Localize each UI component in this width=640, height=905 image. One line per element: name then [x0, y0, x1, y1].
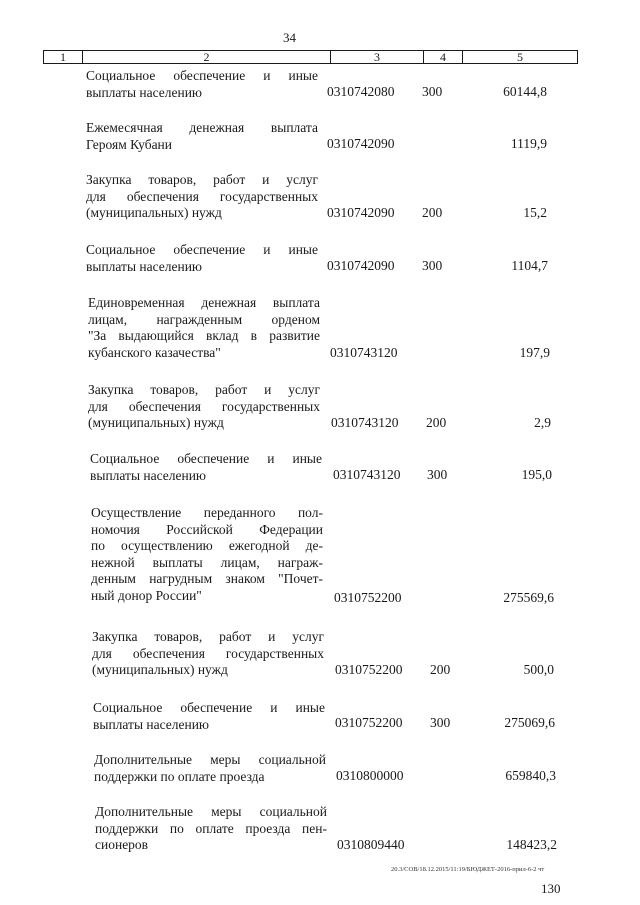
- row-description: [88, 382, 320, 432]
- amount: 275569,6: [503, 590, 554, 605]
- header-col-4: 4: [423, 51, 462, 63]
- row-description: [86, 68, 318, 101]
- amount: 197,9: [519, 345, 550, 360]
- row-description: [90, 451, 322, 484]
- description-line: денным нагрудным знаком "Почет-: [91, 571, 323, 586]
- description-line: Закупка товаров, работ и услуг: [92, 629, 324, 644]
- expense-type: 300: [422, 258, 443, 273]
- description-line: Закупка товаров, работ и услуг: [88, 382, 320, 397]
- target-code: 0310743120: [333, 467, 401, 482]
- description-line: лицам, награжденным орденом: [88, 311, 320, 327]
- document-footer-code: 20.3/СОВ/18.12.2015/11:19/БЮДЖЕТ-2016-прил-6-2 чт: [391, 866, 545, 873]
- target-code: 0310742090: [327, 258, 395, 273]
- description-line: сионеров: [95, 837, 149, 852]
- target-code: 0310742090: [327, 136, 395, 151]
- description-line: по осуществлению ежегодной де-: [91, 538, 323, 553]
- description-line: для обеспечения государственных: [88, 398, 320, 414]
- expense-type: 200: [422, 205, 443, 220]
- expense-type: 300: [422, 84, 443, 99]
- target-code: 0310752200: [335, 662, 403, 677]
- description-line: Социальное обеспечение и иные: [86, 68, 318, 83]
- expense-type: 300: [430, 715, 451, 730]
- amount: 15,2: [523, 205, 547, 220]
- description-line: выплаты населению: [86, 84, 203, 100]
- amount: 1104,7: [511, 258, 548, 273]
- target-code: 0310742080: [327, 84, 395, 99]
- row-description: [93, 700, 325, 733]
- amount: 2,9: [534, 415, 551, 430]
- description-line: (муниципальных) нужд: [86, 205, 222, 220]
- amount: 148423,2: [506, 837, 557, 852]
- description-line: Социальное обеспечение и иные: [93, 700, 325, 715]
- description-line: Дополнительные меры социальной: [94, 752, 326, 767]
- description-line: Закупка товаров, работ и услуг: [86, 172, 318, 187]
- description-line: поддержки по оплате проезда: [94, 768, 265, 784]
- description-line: Социальное обеспечение и иные: [90, 451, 322, 466]
- target-code: 0310743120: [331, 415, 399, 430]
- amount: 275069,6: [504, 715, 555, 730]
- description-line: для обеспечения государственных: [86, 188, 318, 204]
- description-line: Ежемесячная денежная выплата: [86, 120, 318, 135]
- header-col-3: 3: [330, 51, 423, 63]
- table-header-row: [43, 50, 578, 64]
- description-line: Социальное обеспечение и иные: [86, 242, 318, 257]
- row-description: [94, 752, 326, 785]
- description-line: "За выдающийся вклад в развитие: [88, 328, 320, 343]
- description-line: ный донор России": [91, 587, 202, 603]
- description-line: (муниципальных) нужд: [88, 415, 224, 430]
- amount: 500,0: [523, 662, 554, 677]
- expense-type: 200: [430, 662, 451, 677]
- target-code: 0310809440: [337, 837, 405, 852]
- row-description: [88, 295, 320, 361]
- header-col-2: 2: [82, 51, 330, 63]
- row-description: [95, 804, 327, 854]
- description-line: Единовременная денежная выплата: [88, 295, 320, 310]
- page-number: 34: [283, 30, 296, 45]
- expense-type: 300: [427, 467, 448, 482]
- row-description: [91, 505, 323, 604]
- description-line: Дополнительные меры социальной: [95, 804, 327, 819]
- description-line: выплаты населению: [93, 716, 210, 732]
- header-col-1: 1: [60, 49, 66, 64]
- description-line: Героям Кубани: [86, 136, 173, 152]
- target-code: 0310743120: [330, 345, 398, 360]
- target-code: 0310800000: [336, 768, 404, 783]
- header-col-5: 5: [462, 51, 577, 63]
- description-line: для обеспечения государственных: [92, 645, 324, 661]
- expense-type: 200: [426, 415, 447, 430]
- description-line: нежной выплаты лицам, награж-: [91, 554, 323, 570]
- description-line: выплаты населению: [90, 467, 207, 483]
- amount: 1119,9: [510, 136, 547, 151]
- row-description: [86, 172, 318, 222]
- description-line: поддержки по оплате проезда пен-: [95, 820, 327, 836]
- amount: 659840,3: [505, 768, 556, 783]
- row-description: [86, 242, 318, 275]
- target-code: 0310752200: [335, 715, 403, 730]
- row-description: [86, 120, 318, 153]
- description-line: выплаты населению: [86, 258, 203, 274]
- target-code: 0310752200: [334, 590, 402, 605]
- description-line: Осуществление переданного пол-: [91, 505, 323, 520]
- amount: 195,0: [521, 467, 552, 482]
- description-line: кубанского казачества": [88, 344, 221, 360]
- description-line: (муниципальных) нужд: [92, 662, 228, 677]
- row-description: [92, 629, 324, 679]
- sheet-number: 130: [541, 881, 561, 896]
- description-line: номочия Российской Федерации: [91, 521, 323, 537]
- target-code: 0310742090: [327, 205, 395, 220]
- amount: 60144,8: [503, 84, 547, 99]
